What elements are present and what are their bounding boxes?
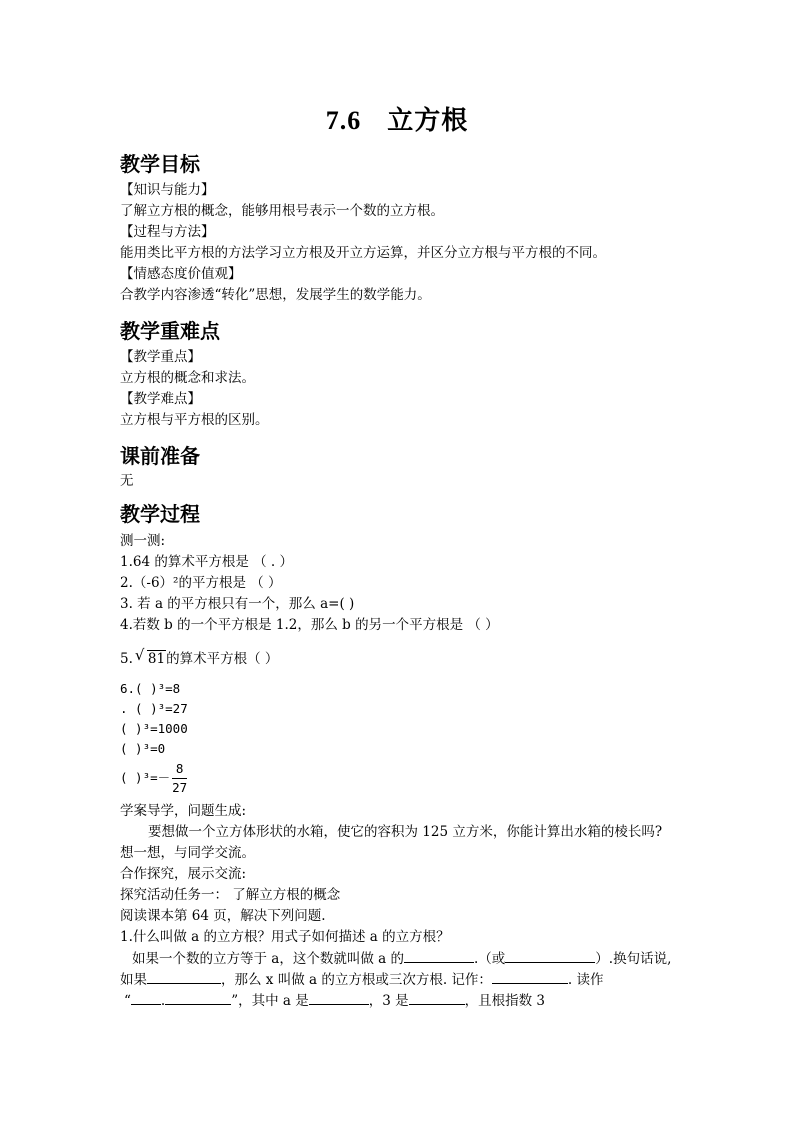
answer-blank[interactable] [131, 992, 161, 1005]
preparation-text: 无 [120, 473, 134, 489]
fill-line-3 [124, 992, 545, 1009]
q6-line-2: . ( )³=27 [120, 701, 188, 716]
q5-suffix: 的算术平方根（ ） [166, 651, 279, 667]
heading-process: 教学过程 [120, 502, 200, 526]
question-5 [120, 646, 279, 667]
read-instruction: 阅读课本第 64 页，解决下列问题. [120, 908, 326, 924]
question-3: 3. 若 a 的平方根只有一个，那么 a=( ) [120, 596, 355, 612]
answer-blank[interactable] [505, 950, 595, 963]
task-1: 探究活动任务一： 了解立方根的概念 [120, 887, 341, 903]
difficulty-text: 立方根与平方根的区别。 [120, 412, 269, 428]
fraction [172, 760, 187, 797]
heading-preparation: 课前准备 [120, 444, 200, 468]
heading-key-points: 教学重难点 [120, 319, 220, 343]
fraction-denominator: 27 [172, 780, 188, 795]
q6-last-prefix: ( )³=－ [120, 770, 171, 785]
focus-label: 【教学重点】 [120, 349, 201, 365]
line3-text-d: ，3 是 [368, 993, 409, 1009]
guide-text: 要想做一个立方体形状的水箱，使它的容积为 125 立方米，你能计算出水箱的棱长吗? [148, 824, 663, 840]
fill-line-1 [132, 950, 671, 967]
question-1: 1.64 的算术平方根是 （ . ） [120, 554, 294, 570]
title-text: 立方根 [387, 106, 469, 136]
answer-blank[interactable] [404, 950, 474, 963]
radicand: 81 [147, 651, 166, 667]
guide-heading: 学案导学，问题生成: [120, 803, 247, 819]
line1-text-b: .（或 [473, 951, 506, 967]
question-cube-root: 1.什么叫做 a 的立方根？用式子如何描述 a 的立方根？ [120, 929, 450, 945]
test-heading: 测一测: [120, 533, 166, 549]
question-2: 2.（-6）²的平方根是 （ ） [120, 575, 282, 591]
difficulty-label: 【教学难点】 [120, 391, 201, 407]
guide-text-2: 想一想，与同学交流。 [120, 845, 255, 861]
line3-text-e: ，且根指数 3 [464, 993, 546, 1009]
sqrt-expression [134, 646, 166, 667]
page-title [0, 100, 794, 137]
emotion-text: 合教学内容渗透“转化”思想，发展学生的数学能力。 [120, 287, 431, 303]
line1-text-a: 如果一个数的立方等于 a，这个数就叫做 a 的 [132, 951, 404, 967]
knowledge-text: 了解立方根的概念，能够用根号表示一个数的立方根。 [120, 203, 444, 219]
q5-prefix: 5. [120, 651, 133, 667]
radical-icon: √ [134, 646, 145, 664]
line3-text-c: ”，其中 a 是 [231, 993, 309, 1009]
fill-line-2 [120, 971, 604, 988]
section-number: 7.6 [325, 106, 362, 135]
answer-blank[interactable] [409, 992, 465, 1005]
focus-text: 立方根的概念和求法。 [120, 370, 255, 386]
answer-blank[interactable] [165, 992, 231, 1005]
line2-text-c: . 读作 [567, 972, 604, 988]
fraction-numerator: 8 [172, 760, 187, 779]
q6-line-4: ( )³=0 [120, 741, 166, 756]
line2-text-b: ，那么 x 叫做 a 的立方根或三次方根. 记作： [221, 972, 492, 988]
process-text: 能用类比平方根的方法学习立方根及开立方运算，并区分立方根与平方根的不同。 [120, 245, 606, 261]
line1-text-c: ）.换句话说, [595, 951, 672, 967]
line3-text-b: . [160, 993, 166, 1009]
answer-blank[interactable] [492, 971, 568, 984]
knowledge-label: 【知识与能力】 [120, 182, 215, 198]
q6-line-3: ( )³=1000 [120, 721, 188, 736]
line2-text-a: 如果 [120, 972, 147, 988]
process-label: 【过程与方法】 [120, 224, 215, 240]
q6-line-1: 6.( )³=8 [120, 681, 181, 696]
q6-line-5 [120, 760, 187, 797]
answer-blank[interactable] [309, 992, 369, 1005]
heading-objectives: 教学目标 [120, 152, 200, 176]
answer-blank[interactable] [147, 971, 221, 984]
coop-heading: 合作探究，展示交流: [120, 866, 247, 882]
line3-text-a: “ [124, 993, 131, 1009]
emotion-label: 【情感态度价值观】 [120, 266, 242, 282]
question-4: 4.若数 b 的一个平方根是 1.2，那么 b 的另一个平方根是 （ ） [120, 617, 499, 633]
